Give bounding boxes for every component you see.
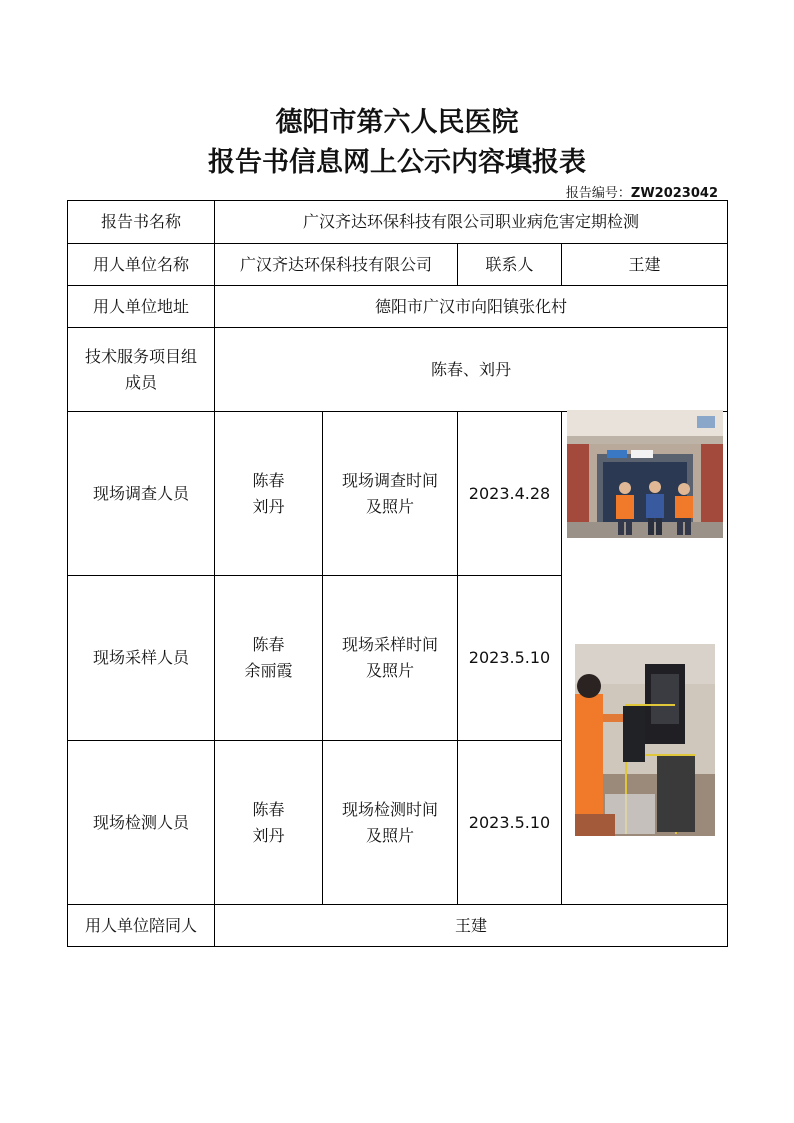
survey-time-label <box>323 412 458 576</box>
report-number-value: ZW2023042 <box>630 186 718 201</box>
survey-photo-wrap <box>562 410 727 538</box>
row-escort <box>68 905 728 947</box>
escort-label: 用人单位陪同人 <box>68 905 215 947</box>
site-photo <box>575 644 715 836</box>
survey-person-2: 刘丹 <box>252 496 285 516</box>
sampling-person-2: 余丽霞 <box>244 661 293 680</box>
testing-time-label-line1: 现场检测时间 <box>341 799 438 819</box>
testing-persons <box>215 741 323 905</box>
sampling-person-1: 陈春 <box>252 635 285 655</box>
report-number <box>566 182 718 201</box>
row-address <box>68 286 728 328</box>
testing-person-1: 陈春 <box>252 799 285 819</box>
survey-time-label-line1: 现场调查时间 <box>341 470 438 490</box>
survey-persons <box>215 412 323 576</box>
info-table <box>67 200 728 947</box>
survey-date: 2023.4.28 <box>458 412 562 576</box>
survey-label: 现场调查人员 <box>68 412 215 576</box>
testing-time-label <box>323 741 458 905</box>
report-name-label: 报告书名称 <box>68 201 215 244</box>
sampling-time-label <box>323 576 458 741</box>
report-number-label: 报告编号： <box>565 186 631 201</box>
photo-cell <box>562 412 728 905</box>
address-value: 德阳市广汉市向阳镇张化村 <box>215 286 728 328</box>
sampling-persons <box>215 576 323 741</box>
report-name-value: 广汉齐达环保科技有限公司职业病危害定期检测 <box>215 201 728 244</box>
employer-value: 广汉齐达环保科技有限公司 <box>215 244 458 286</box>
contact-label: 联系人 <box>458 244 562 286</box>
testing-time-label-line2: 及照片 <box>365 825 414 845</box>
survey-time-label-line2: 及照片 <box>365 496 414 516</box>
team-label-line2: 成员 <box>124 372 157 392</box>
sampling-time-label-line1: 现场采样时间 <box>341 635 438 655</box>
survey-person-1: 陈春 <box>252 470 285 490</box>
row-survey <box>68 412 728 576</box>
site-photo-wrap <box>562 644 727 836</box>
form-title: 报告书信息网上公示内容填报表 <box>208 147 586 178</box>
row-team <box>68 328 728 412</box>
row-employer <box>68 244 728 286</box>
testing-label: 现场检测人员 <box>68 741 215 905</box>
team-value: 陈春、刘丹 <box>215 328 728 412</box>
testing-person-2: 刘丹 <box>252 825 285 845</box>
survey-photo <box>567 410 723 538</box>
testing-date: 2023.5.10 <box>458 741 562 905</box>
employer-label: 用人单位名称 <box>68 244 215 286</box>
team-label <box>68 328 215 412</box>
escort-value: 王建 <box>215 905 728 947</box>
contact-value: 王建 <box>562 244 728 286</box>
address-label: 用人单位地址 <box>68 286 215 328</box>
sampling-label: 现场采样人员 <box>68 576 215 741</box>
team-label-line1: 技术服务项目组 <box>84 346 197 366</box>
sampling-time-label-line2: 及照片 <box>365 661 414 680</box>
row-report-name <box>68 201 728 244</box>
org-title: 德阳市第六人民医院 <box>275 107 519 138</box>
sampling-date: 2023.5.10 <box>458 576 562 741</box>
